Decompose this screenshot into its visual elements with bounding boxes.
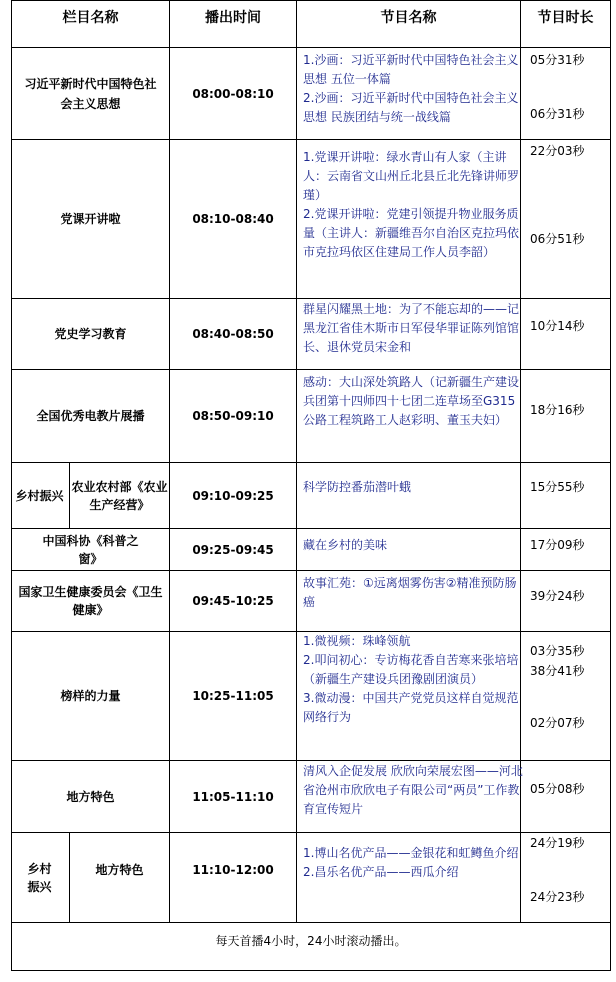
row-air-time: 08:00-08:10 [192, 86, 274, 101]
row-programs [303, 844, 525, 882]
row-column-name: 习近平新时代中国特色社会主义思想 [24, 76, 157, 111]
program-item: 2.党课开讲啦：党建引领提升物业服务质量（主讲人：新疆维吾尔自治区克拉玛依市克拉玛依区住建局工作人员李韶） [303, 207, 520, 259]
duration-item: 15分55秒 [530, 480, 585, 494]
header-duration: 节目时长 [537, 10, 594, 26]
duration-item: 02分07秒 [530, 716, 585, 730]
duration-item: 18分16秒 [530, 403, 585, 417]
duration-item: 22分03秒 [530, 144, 585, 158]
row-column-name: 中国科协《科普之窗》 [42, 533, 139, 566]
duration-item: 05分31秒 [530, 53, 585, 67]
duration-item: 38分41秒 [530, 664, 585, 678]
program-item: 1.微视频：珠峰领航 [303, 634, 411, 648]
program-item: 2.沙画：习近平新时代中国特色社会主义思想 民族团结与统一战线篇 [303, 91, 519, 124]
row-air-time: 11:05-11:10 [192, 789, 274, 804]
program-item: 3.微动漫：中国共产党党员这样自觉规范网络行为 [303, 691, 519, 724]
row-programs [303, 762, 525, 819]
footer-note: 每天首播4小时，24小时滚动播出。 [215, 934, 407, 948]
column-divider [296, 0, 297, 922]
header-program-name: 节目名称 [380, 10, 437, 26]
row-air-time: 09:25-09:45 [192, 542, 274, 557]
program-item: 2.昌乐名优产品——西瓜介绍 [303, 865, 459, 879]
row-column-main: 乡村振兴 [27, 861, 52, 894]
program-item: 1.党课开讲啦：绿水青山有人家（主讲人：云南省文山州丘北县丘北先锋讲师罗瑾） [303, 150, 520, 202]
row-air-time: 08:40-08:50 [192, 327, 274, 341]
program-item: 2.叩问初心：专访梅花香自苦寒来张培培（新疆生产建设兵团豫剧团演员） [303, 653, 519, 686]
duration-item: 10分14秒 [530, 319, 585, 333]
duration-item: 06分51秒 [530, 232, 585, 246]
program-item: 科学防控番茄潜叶蛾 [303, 480, 412, 494]
program-item: 感动：大山深处筑路人（记新疆生产建设兵团第十四师四十七团二连草场至G315公路工程筑路工人赵彩明、董玉夫妇） [303, 375, 520, 427]
program-item: 清风入企促发展 欣欣向荣展宏图——河北省沧州市欣欣电子有限公司“两员”工作教育宣传短片 [303, 764, 523, 816]
row-air-time: 09:10-09:25 [192, 488, 274, 503]
duration-item: 05分08秒 [530, 782, 585, 796]
row-programs [303, 300, 525, 357]
row-programs [303, 632, 525, 727]
row-column-name: 党史学习教育 [54, 327, 127, 341]
row-column-sub: 农业农村部《农业生产经营》 [71, 479, 168, 512]
row-column-name: 全国优秀电教片展播 [36, 409, 145, 423]
program-item: 群星闪耀黑土地：为了不能忘却的——记黑龙江省佳木斯市日军侵华罪证陈列馆馆长、退休党员宋金和 [303, 302, 520, 354]
row-programs [303, 51, 525, 127]
program-item: 藏在乡村的美味 [303, 538, 388, 552]
program-item: 1.博山名优产品——金银花和虹鳟鱼介绍 [303, 846, 519, 860]
header-column-name: 栏目名称 [62, 10, 119, 26]
row-column-sub: 地方特色 [95, 863, 144, 877]
schedule-table [11, 0, 611, 971]
row-programs [303, 148, 525, 262]
duration-item: 03分35秒 [530, 644, 585, 658]
row-air-time: 10:25-11:05 [192, 689, 274, 703]
duration-item: 24分23秒 [530, 890, 585, 904]
row-column-name: 榜样的力量 [60, 689, 121, 703]
row-column-name: 地方特色 [66, 789, 115, 804]
row-column-name: 党课开讲啦 [60, 212, 121, 226]
row-programs [303, 373, 525, 430]
program-item: 故事汇苑：①远离烟雾伤害②精准预防肠癌 [303, 576, 517, 609]
row-column-main: 乡村振兴 [15, 488, 64, 503]
row-air-time: 08:10-08:40 [192, 212, 274, 226]
row-programs [303, 536, 525, 555]
duration-item: 17分09秒 [530, 538, 585, 552]
row-air-time: 08:50-09:10 [192, 409, 274, 423]
row-programs [303, 574, 525, 612]
row-air-time: 11:10-12:00 [192, 863, 274, 877]
duration-item: 06分31秒 [530, 107, 585, 121]
header-air-time: 播出时间 [205, 10, 261, 26]
duration-item: 24分19秒 [530, 836, 585, 850]
duration-item: 39分24秒 [530, 589, 585, 603]
row-air-time: 09:45-10:25 [192, 594, 274, 608]
row-column-name: 国家卫生健康委员会《卫生健康》 [18, 585, 163, 617]
row-programs [303, 478, 525, 497]
program-item: 1.沙画：习近平新时代中国特色社会主义思想 五位一体篇 [303, 53, 519, 86]
